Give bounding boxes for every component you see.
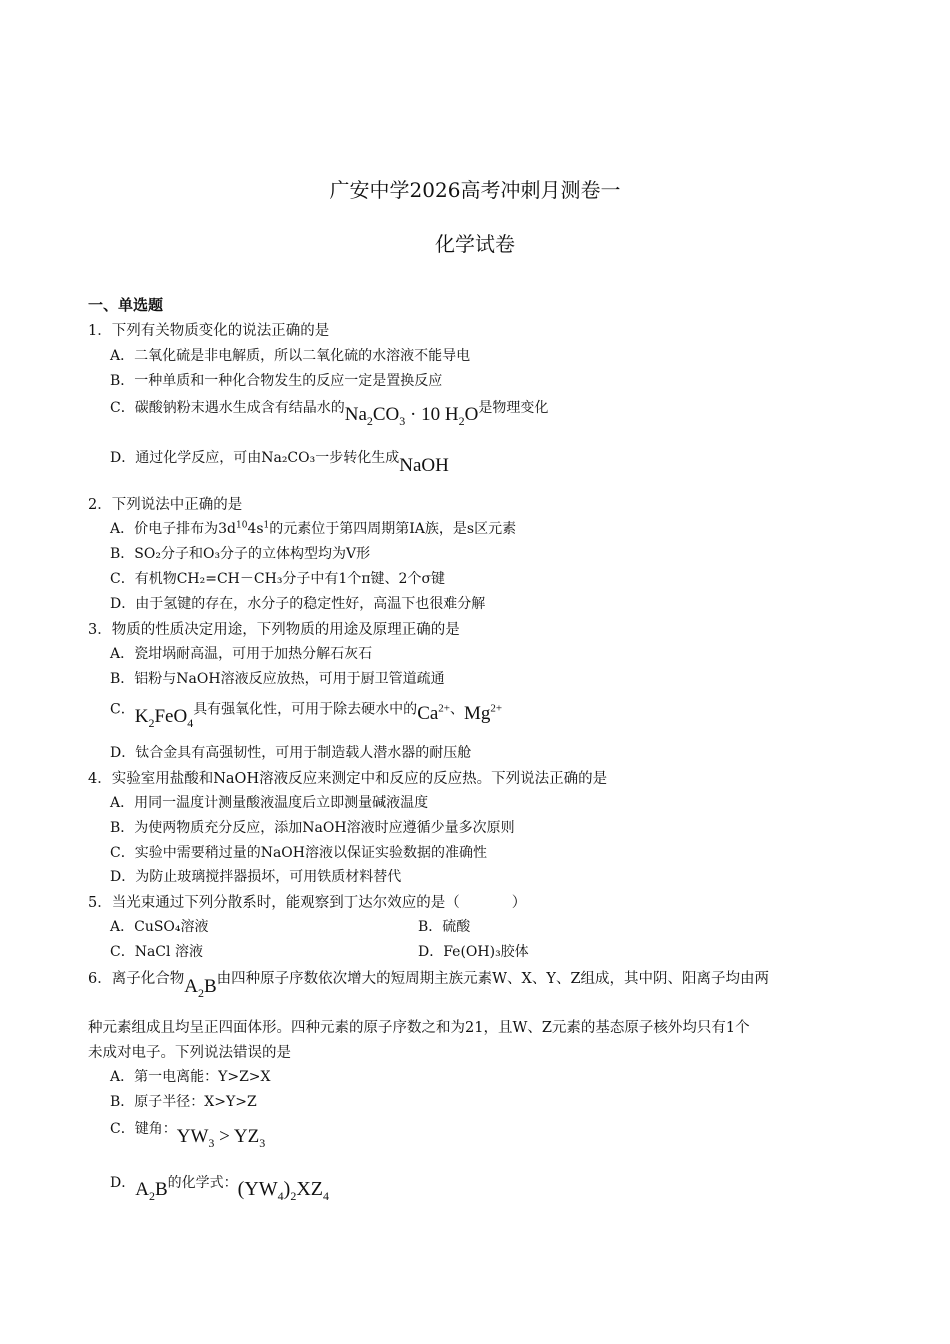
q6-stem-tail: 由四种原子序数依次增大的短周期主族元素W、X、Y、Z组成，其中阴、阳离子均由两 (216, 971, 770, 987)
q3-option-c-text: 具有强氧化性，可用于除去硬水中的 (193, 701, 418, 718)
q2-option-d: D．由于氢键的存在，水分子的稳定性好，高温下也很难分解 (110, 596, 486, 612)
formula-na2co3-10h2o: $Na_2CO_3 \cdot 10$ $H_2O$ (344, 404, 479, 428)
q4-stem: 4．实验室用盐酸和NaOH溶液反应来测定中和反应的反应热。下列说法正确的是 (88, 771, 608, 787)
q1-option-c-tail: 是物理变化 (478, 400, 549, 416)
q3-stem: 3．物质的性质决定用途，下列物质的用途及原理正确的是 (88, 622, 460, 638)
q1-option-b: B．一种单质和一种化合物发生的反应一定是置换反应 (110, 373, 443, 389)
q6-option-c-label: C．键角： (110, 1121, 177, 1137)
q1-option-a: A．二氧化硫是非电解质，所以二氧化硫的水溶液不能导电 (110, 348, 471, 364)
formula-ca2plus: $Ca^{2+}$ (417, 703, 451, 725)
q5-stem-text: 5．当光束通过下列分散系时，能观察到丁达尔效应的是（ (88, 895, 460, 911)
q6-stem (88, 967, 770, 1000)
q1-stem: 1．下列有关物质变化的说法正确的是 (88, 323, 330, 339)
q4-option-a: A．用同一温度计测量酸液温度后立即测量碱液温度 (110, 795, 429, 811)
q2-stem: 2．下列说法中正确的是 (88, 497, 243, 513)
q2-option-a: A．价电子排布为$3d^{10}4s^1$的元素位于第四周期第ⅠA族，是s区元素 (110, 520, 517, 537)
q5-stem-end: ） (511, 895, 527, 911)
q5-option-d: D．Fe(OH)₃胶体 (418, 944, 529, 960)
q3-option-d: D．钛合金具有高强韧性，可用于制造载人潜水器的耐压舱 (110, 745, 472, 761)
q5-option-b: B．硫酸 (418, 919, 471, 935)
q6-stem-text: 6．离子化合物 (88, 971, 185, 987)
exam-title: 广安中学2026高考冲刺月测卷一 (329, 178, 621, 202)
q6-stem-line2: 种元素组成且均呈正四面体形。四种元素的原子序数之和为21，且W、Z元素的基态原子核外均只有1个 (88, 1020, 750, 1036)
q4-option-c: C．实验中需要稍过量的NaOH溶液以保证实验数据的准确性 (110, 845, 487, 861)
q6-stem-line3: 未成对电子。下列说法错误的是 (88, 1045, 291, 1061)
q3-option-c-label: C． (110, 701, 135, 718)
q2-option-a-text: A．价电子排布为3d (110, 521, 236, 537)
q6-option-d (110, 1170, 329, 1203)
q5-option-c: C．NaCl 溶液 (110, 944, 203, 960)
q3-option-c-sep: 、 (450, 701, 465, 718)
section-heading: 一、单选题 (88, 296, 164, 314)
q6-option-d-label: D． (110, 1175, 136, 1191)
formula-a2b-d: $A_2B$ (135, 1179, 168, 1203)
q2-option-b: B．SO₂分子和O₃分子的立体构型均为V形 (110, 546, 371, 562)
q3-option-b: B．铝粉与NaOH溶液反应放热，可用于厨卫管道疏通 (110, 671, 445, 687)
formula-yw4-2-xz4: $(YW_4)_2XZ_4$ (237, 1178, 329, 1203)
q6-option-c (110, 1117, 266, 1150)
q2-option-c: C．有机物CH₂=CH－CH₃分子中有1个π键、2个σ键 (110, 571, 446, 587)
q6-option-d-text: 的化学式： (167, 1175, 238, 1191)
q4-option-d: D．为防止玻璃搅拌器损坏，可用铁质材料替代 (110, 869, 402, 885)
q3-option-c (110, 697, 503, 731)
q6-option-a: A．第一电离能：Y>Z>X (110, 1069, 271, 1085)
formula-bond-angle: $YW_3 > YZ_3$ (176, 1126, 266, 1150)
formula-a2b: $A_2B$ (184, 976, 217, 1000)
q1-option-d (110, 446, 449, 476)
q2-option-a-tail: 的元素位于第四周期第ⅠA族，是s区元素 (269, 521, 517, 537)
formula-naoh: NaOH (399, 455, 449, 476)
q6-option-b: B．原子半径：X>Y>Z (110, 1094, 257, 1110)
q1-option-c (110, 396, 549, 428)
q3-option-a: A．瓷坩埚耐高温，可用于加热分解石灰石 (110, 646, 373, 662)
q1-option-c-text: C．碳酸钠粉末遇水生成含有结晶水的 (110, 400, 345, 416)
q2-option-a-mid: 4s (247, 521, 264, 537)
subject-title: 化学试卷 (435, 232, 515, 256)
q4-option-b: B．为使两物质充分反应，添加NaOH溶液时应遵循少量多次原则 (110, 820, 515, 836)
formula-mg2plus: $Mg^{2+}$ (464, 703, 503, 725)
formula-k2feo4: $K_2FeO_4$ (134, 706, 194, 731)
q5-option-a: A．CuSO₄溶液 (110, 919, 209, 935)
q5-stem (88, 891, 526, 912)
q1-option-d-text: D．通过化学反应，可由Na₂CO₃一步转化生成 (110, 450, 400, 466)
